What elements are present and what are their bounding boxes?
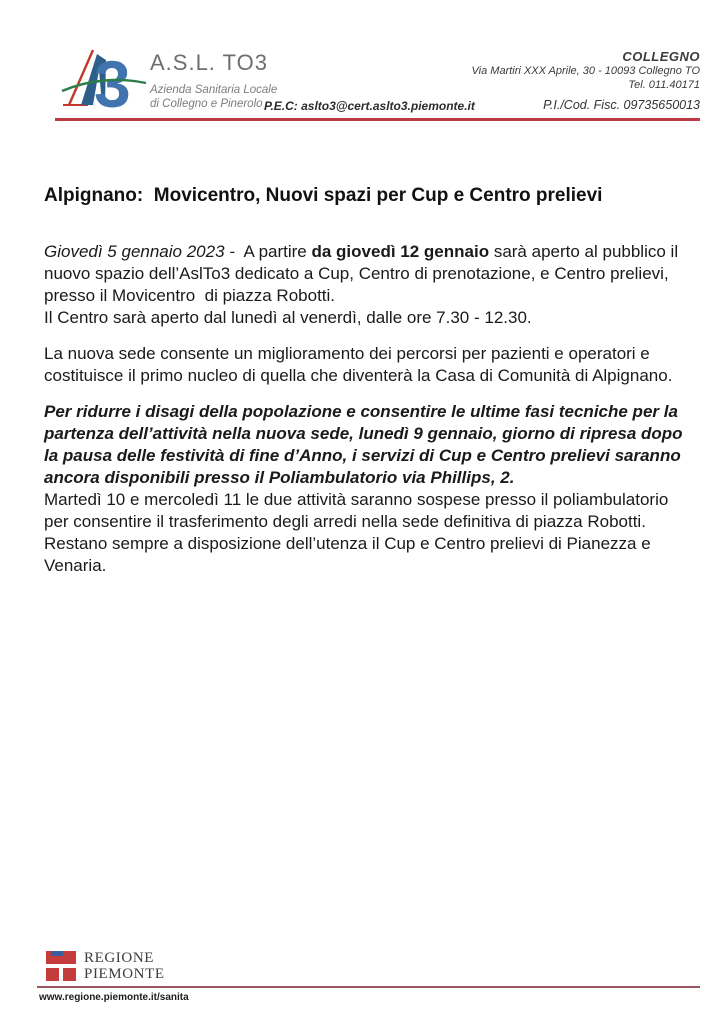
pec-email: P.E.C: aslto3@cert.aslto3.piemonte.it [264,99,475,113]
address-phone: Tel. 011.40171 [628,79,700,91]
logo-shield-bottom-right [63,968,76,981]
letterhead [0,0,724,130]
header-divider [55,118,700,121]
region-name-line2: PIEMONTE [84,966,165,982]
paragraph-new-location: La nuova sede consente un miglioramento dei percorsi per pazienti e operatori e costituisce il primo nucleo di quella che diventerà la Casa di Comunità di Alpignano. [44,344,673,385]
org-subtitle-line2: di Collegno e Pinerolo [150,98,263,110]
paragraph-service-notice [44,401,688,577]
region-name-line1: REGIONE [84,950,155,966]
notice-bold-italic: Per ridurre i disagi della popolazione e consentire le ultime fasi tecniche per la partenza dell’attività nella nuova sede, lunedì 9 gennaio, giorno di ripresa dopo la pausa delle festività di fine d’Anno, i servizi di Cup e Centro prelievi saranno ancora disponibili presso il Poliambulatorio via Phillips, 2. [44,402,688,487]
lead-text: A partire [239,242,312,261]
date-line: Giovedì 5 gennaio 2023 - [44,242,240,261]
article-title: Alpignano: Movicentro, Nuovi spazi per Cup e Centro prelievi [44,185,603,206]
emphasis-opening-date: da giovedì 12 gennaio [311,242,490,261]
opening-hours-line: Il Centro sarà aperto dal lunedì al venerdì, dalle ore 7.30 - 12.30. [44,308,532,327]
org-subtitle-line1: Azienda Sanitaria Locale [150,84,278,96]
asl-to3-logo-icon [60,44,148,112]
svg-text:3: 3 [94,47,131,112]
regione-piemonte-logo-icon [46,951,76,981]
address-block [472,50,700,92]
notice-normal: Martedì 10 e mercoledì 11 le due attività saranno sospese presso il poliambulatorio per consentire il trasferimento degli arredi nella sede definitiva di piazza Robotti. Restano sempre a disposizione dell’utenza il Cup e Centro prelievi di Pianezza e Venaria. [44,490,674,575]
org-name: A.S.L. TO3 [150,50,269,75]
region-name [84,950,165,982]
fiscal-code: P.I./Cod. Fisc. 09735650013 [543,98,700,112]
logo-lambello [51,951,63,956]
address-city: COLLEGNO [622,49,700,64]
logo-shield-bottom-left [46,968,59,981]
org-block [150,50,277,111]
footer-url: www.regione.piemonte.it/sanita [39,992,189,1003]
paragraph-intro [44,241,688,329]
article-body [44,184,688,591]
intro-rest: sarà aperto al pubblico il nuovo spazio dell’AslTo3 dedicato a Cup, Centro di prenotazione, e Centro prelievi, presso il Movicentro di piazza Robotti. [44,242,683,305]
org-subtitle [150,83,277,111]
footer-divider [37,986,700,988]
address-street: Via Martiri XXX Aprile, 30 - 10093 Collegno TO [471,65,700,77]
